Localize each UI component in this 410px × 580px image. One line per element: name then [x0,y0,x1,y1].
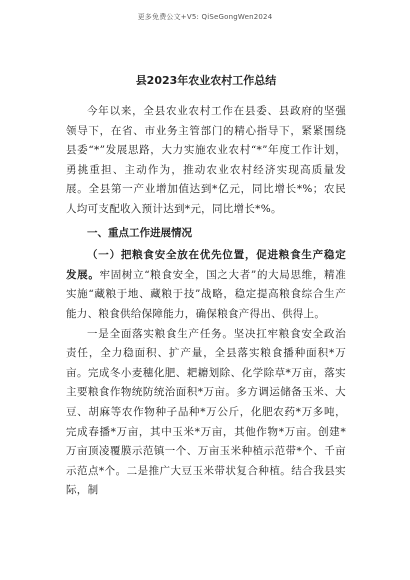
subsection-paragraph [66,246,346,324]
intro-paragraph: 今年以来，全县农业农村工作在县委、县政府的坚强领导下，在省、市业务主管部门的精心指导下，紧紧围绕县委“*”发展思路，大力实施农业农村“*”年度工作计划，勇挑重担、主动作为，推动农业农村经济实现高质量发展。全县第一产业增加值达到*亿元，同比增长*%；农民人均可支配收入预计达到*元，同比增长*%。 [66,105,346,215]
header-note: 更多免费公文+V5: QiSeGongWen2024 [137,13,273,21]
document-body [66,72,346,501]
subsection-body: 牢固树立“粮食安全，国之大者”的大局思维，精准实施“藏粮于地、藏粮于技”战略，稳定提高粮食综合生产能力、粮食供给保障能力，确保粮食产得出、供得上。 [66,268,347,320]
subsection-lead: （一）把粮食安全放在优先位置，促进粮食生产稳定发展。 [66,249,346,281]
section-heading: 一、重点工作进展情况 [87,226,192,239]
document-title: 县2023年农业农村工作总结 [135,74,277,87]
body-paragraph: 一是全面落实粮食生产任务。坚决扛牢粮食安全政治责任，全力稳面积、扩产量，全县落实粮食播种面积*万亩。完成冬小麦穗化肥、耙耱划除、化学除草*万亩，落实主要粮食作物统防统治面积*万亩。多方调运储备玉米、大豆、胡麻等农作物种子品种*万公斤，化肥农药*万多吨，完成春播*万亩，其中玉米*万亩，其他作物*万亩。创建*万亩顶凌覆膜示范镇一个、万亩玉米种植示范带*个、千亩示范点*个。二是推广大豆玉米带状复合种植。结合我县实际，制 [66,327,346,497]
